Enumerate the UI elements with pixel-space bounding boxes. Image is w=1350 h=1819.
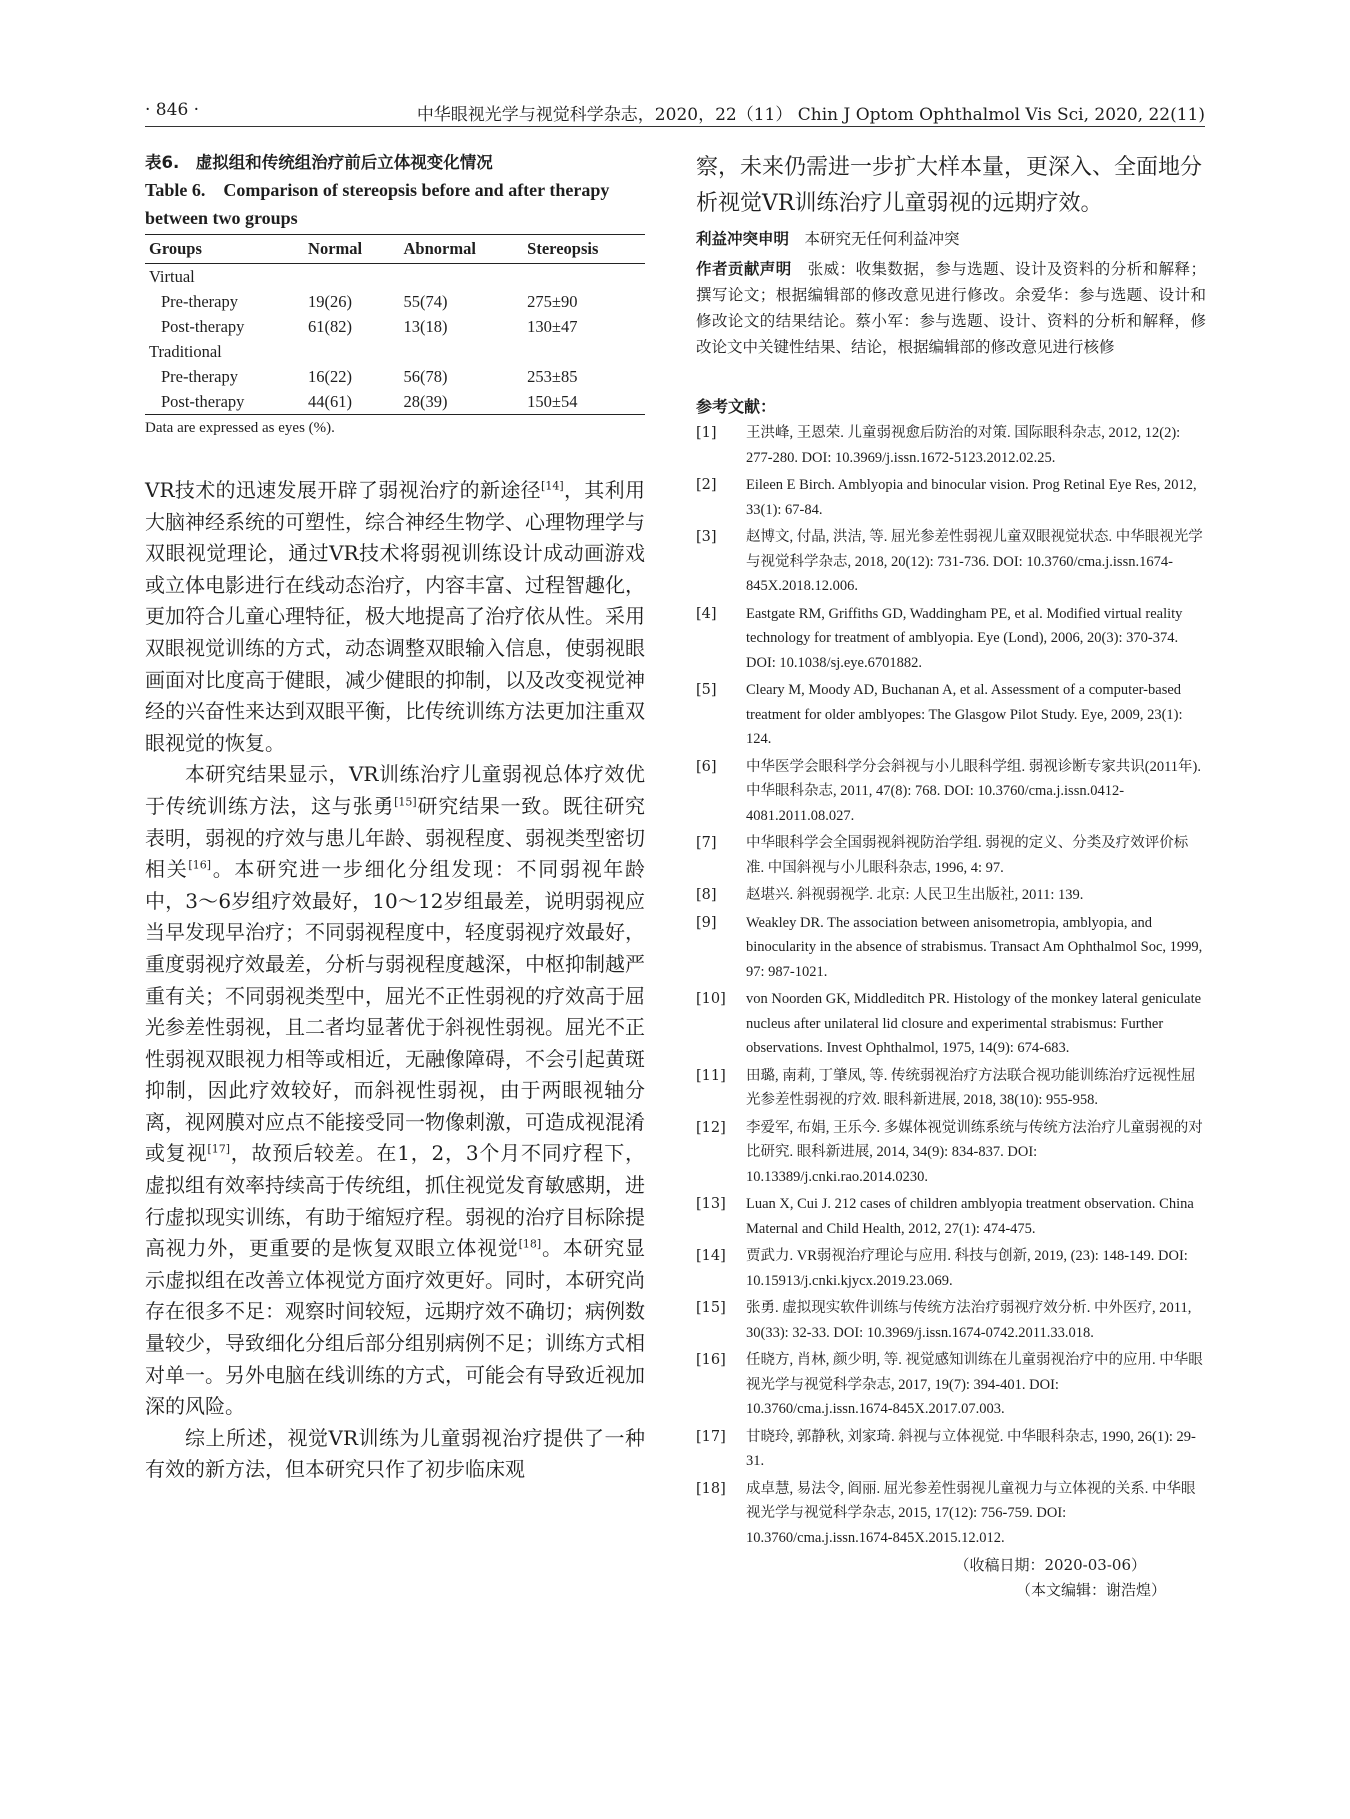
reference-text: 王洪峰, 王恩荣. 儿童弱视愈后防治的对策. 国际眼科杂志, 2012, 12(2): 277-280. DOI: 10.3969/j.issn.1672-5123.2012.02.25. — [746, 425, 1181, 466]
reference-number: [3] — [696, 529, 717, 545]
reference-text: 张勇. 虚拟现实软件训练与传统方法治疗弱视疗效分析. 中外医疗, 2011, 30(33): 32-33. DOI: 10.3969/j.issn.1674-0742.2011.33.018. — [746, 1300, 1192, 1341]
reference-item — [696, 755, 1206, 829]
table-caption-en: Table 6. Comparison of stereopsis before and after therapy between two groups — [145, 180, 610, 228]
reference-number: [4] — [696, 605, 717, 622]
reference-number: [9] — [696, 914, 717, 931]
table-row — [145, 289, 645, 314]
cell: 150±54 — [523, 389, 645, 415]
reference-text: Eileen E Birch. Amblyopia and binocular vision. Prog Retinal Eye Res, 2012, 33(1): 67-84. — [746, 477, 1197, 518]
paragraph: 综上所述，视觉VR训练为儿童弱视治疗提供了一种有效的新方法，但本研究只作了初步临床观 — [145, 1425, 645, 1482]
conflict-of-interest — [696, 226, 1206, 252]
paragraph-continued: 察，未来仍需进一步扩大样本量，更深入、全面地分析视觉VR训练治疗儿童弱视的远期疗效。 — [696, 155, 1203, 216]
cell: Pre-therapy — [161, 367, 238, 386]
reference-number: [1] — [696, 425, 717, 441]
reference-text: 李爱军, 布娟, 王乐今. 多媒体视觉训练系统与传统方法治疗儿童弱视的对比研究. 眼科新进展, 2014, 34(9): 834-837. DOI: 10.13389/j.cnki.rao.2014.0230. — [746, 1119, 1203, 1185]
citation: [14] — [541, 479, 564, 493]
paragraph — [145, 475, 645, 759]
reference-number: [10] — [696, 991, 726, 1007]
reference-number: [15] — [696, 1300, 726, 1316]
cell: Post-therapy — [161, 317, 245, 336]
contrib-label: 作者贡献声明 — [696, 260, 792, 278]
reference-number: [16] — [696, 1352, 726, 1368]
reference-item — [696, 883, 1206, 908]
reference-text: Weakley DR. The association between anisometropia, amblyopia, and binocularity in the absence of strabismus. Transact Am Ophthalmol Soc, 1999, 97: 987-1021. — [746, 914, 1203, 980]
running-header — [145, 100, 1205, 127]
editor-note: （本文编辑：谢浩煌） — [1015, 1581, 1166, 1599]
table-group-row — [145, 339, 645, 364]
cell: Post-therapy — [145, 389, 304, 415]
cell: 44(61) — [304, 389, 399, 415]
reference-item — [696, 1244, 1206, 1293]
paragraph — [145, 759, 645, 1422]
reference-item — [696, 678, 1206, 752]
reference-item — [696, 1477, 1206, 1551]
reference-text: Cleary M, Moody AD, Buchanan A, et al. Assessment of a computer-based treatment for older amblyopes: The Glasgow Pilot Study. Eye, 2009, 23(1): 124. — [746, 682, 1183, 747]
reference-item — [696, 602, 1206, 676]
reference-item — [696, 1064, 1206, 1113]
reference-text: 任晓方, 肖林, 颜少明, 等. 视觉感知训练在儿童弱视治疗中的应用. 中华眼视光学与视觉科学杂志, 2017, 19(7): 394-401. DOI: 10.3760/cma.j.issn.1674-845X.2017.07.003. — [746, 1352, 1203, 1417]
reference-number: [2] — [696, 477, 717, 493]
reference-item — [696, 1296, 1206, 1345]
table-row — [145, 389, 645, 415]
reference-text: 成卓慧, 易法令, 阎丽. 屈光参差性弱视儿童视力与立体视的关系. 中华眼视光学与视觉科学杂志, 2015, 17(12): 756-759. DOI: 10.3760/cma.j.issn.1674-845X.2015.12.012. — [746, 1480, 1196, 1546]
reference-text: 中华医学会眼科学分会斜视与小儿眼科学组. 弱视诊断专家共识(2011年). 中华眼科杂志, 2011, 47(8): 768. DOI: 10.3760/cma.j.issn.0412-4081.2011.08.027. — [746, 758, 1201, 824]
cell: 130±47 — [527, 317, 578, 336]
text-run: 。本研究显示虚拟组在改善立体视觉方面疗效更好。同时，本研究尚存在很多不足：观察时间较短，远期疗效不确切；病例数量较少，导致细化分组后部分组别病例不足；训练方式相对单一。另外电脑在线训练的方式，可能会有导致近视加深的风险。 — [145, 1236, 646, 1419]
citation: [18] — [518, 1237, 542, 1251]
reference-number: [12] — [696, 1119, 726, 1136]
reference-item — [696, 473, 1206, 522]
journal-title: 中华眼视光学与视觉科学杂志，2020，22（11） Chin J Optom Ophthalmol Vis Sci, 2020, 22(11) — [416, 105, 1205, 125]
left-column — [145, 150, 645, 1486]
table-header-row — [145, 235, 645, 264]
reference-item — [696, 1116, 1206, 1190]
reference-text: 赵堪兴. 斜视弱视学. 北京: 人民卫生出版社, 2011: 139. — [746, 887, 1084, 903]
cell: 16(22) — [308, 367, 353, 386]
col-abnormal: Abnormal — [400, 235, 524, 264]
reference-item — [696, 831, 1206, 880]
table-note: Data are expressed as eyes (%). — [145, 420, 335, 436]
cell: 253±85 — [527, 367, 578, 386]
cell: 28(39) — [400, 389, 524, 415]
reference-text: Eastgate RM, Griffiths GD, Waddingham PE, et al. Modified virtual reality technology for treatment of amblyopia. Eye (Lond), 2006, 20(3): 370-374. DOI: 10.1038/sj.eye.6701882. — [746, 605, 1183, 671]
coi-label: 利益冲突申明 — [696, 230, 790, 248]
reference-number: [11] — [696, 1067, 726, 1084]
references-title: 参考文献： — [696, 397, 777, 416]
page-number: · 846 · — [145, 100, 200, 120]
reference-number: [14] — [696, 1248, 726, 1264]
col-normal: Normal — [304, 235, 399, 264]
right-column — [696, 150, 1206, 1603]
text-run: 研究结果一致。既往研究表明，弱视的疗效与患儿年龄、弱视程度、弱视类型密切相关 — [145, 793, 646, 882]
col-groups: Groups — [145, 235, 304, 264]
cell: 55(74) — [403, 292, 448, 311]
reference-item — [696, 421, 1206, 470]
reference-item — [696, 1192, 1206, 1241]
table-row — [145, 364, 645, 389]
reference-text: von Noorden GK, Middleditch PR. Histology of the monkey lateral geniculate nucleus after unilateral lid closure and experimental strabismus: Further observations. Invest Ophthalmol, 1975, 14(9): 674-683. — [746, 991, 1202, 1056]
reference-item — [696, 987, 1206, 1061]
group-label: Traditional — [149, 342, 222, 361]
reference-text: Luan X, Cui J. 212 cases of children amblyopia treatment observation. China Maternal and Child Health, 2012, 27(1): 474-475. — [746, 1196, 1194, 1237]
citation: [15] — [394, 795, 417, 809]
reference-list — [696, 421, 1206, 1550]
text-run: ，其利用大脑神经系统的可塑性，综合神经生物学、心理物理学与双眼视觉理论，通过VR技术将弱视训练设计成动画游戏或立体电影进行在线动态治疗，内容丰富、过程智趣化，更加符合儿童心理特征，极大地提高了治疗依从性。采用双眼视觉训练的方式，动态调整双眼输入信息，使弱视眼画面对比度高于健眼，减少健眼的抑制，以及改变视觉神经的兴奋性来达到双眼平衡，比传统训练方法更加注重双眼视觉的恢复。 — [145, 478, 645, 755]
text-run: ，故预后较差。在1，2，3个月不同疗程下，虚拟组有效率持续高于传统组，抓住视觉发育敏感期，进行虚拟现实训练，有助于缩短疗程。弱视的治疗目标除提高视力外，更重要的是恢复双眼立体视觉 — [145, 1141, 645, 1261]
reference-number: [8] — [696, 887, 717, 903]
reference-number: [7] — [696, 835, 717, 851]
reference-item — [696, 1348, 1206, 1422]
cell: 61(82) — [308, 317, 353, 336]
reference-item — [696, 1425, 1206, 1474]
coi-text: 本研究无任何利益冲突 — [789, 230, 960, 248]
text-run: 本研究结果显示，VR训练治疗儿童弱视总体疗效优于传统训练方法，这与张勇 — [145, 762, 645, 818]
text-run: 。本研究进一步细化分组发现：不同弱视年龄中，3～6岁组疗效最好，10～12岁组最差，说明弱视应当早发现早治疗；不同弱视程度中，轻度弱视疗效最好，重度弱视疗效最差，分析与弱视程度越深，中枢抑制越严重有关；不同弱视类型中，屈光不正性弱视的疗效高于屈光参差性弱视，且二者均显著优于斜视性弱视。屈光不正性弱视双眼视力相等或相近，无融像障碍，不会引起黄斑抑制，因此疗效较好，而斜视性弱视，由于两眼视轴分离，视网膜对应点不能接受同一物像刺激，可造成视混淆或复视 — [145, 857, 646, 1166]
col-stereopsis: Stereopsis — [523, 235, 645, 264]
author-contributions — [696, 256, 1206, 360]
contrib-text: 张威：收集数据，参与选题、设计及资料的分析和解释；撰写论文；根据编辑部的修改意见进行修改。余爱华：参与选题、设计和修改论文的结果结论。蔡小军：参与选题、设计、资料的分析和解释，修改论文中关键性结果、结论，根据编辑部的修改意见进行核修 — [696, 260, 1206, 356]
reference-item — [696, 911, 1206, 985]
reference-number: [17] — [696, 1428, 726, 1445]
reference-text: 贾武力. VR弱视治疗理论与应用. 科技与创新, 2019, (23): 148-149. DOI: 10.15913/j.cnki.kjycx.2019.23.069. — [746, 1248, 1188, 1289]
citation: [17] — [207, 1142, 230, 1156]
cell: 56(78) — [403, 367, 448, 386]
cell: Pre-therapy — [161, 292, 238, 311]
citation: [16] — [188, 858, 211, 872]
reference-text: 赵博文, 付晶, 洪洁, 等. 屈光参差性弱视儿童双眼视觉状态. 中华眼视光学与视觉科学杂志, 2018, 20(12): 731-736. DOI: 10.3760/cma.j.issn.1674-845X.2018.12.006. — [746, 529, 1203, 594]
cell: 19(26) — [308, 292, 353, 311]
cell: 275±90 — [527, 292, 578, 311]
table-row — [145, 314, 645, 339]
reference-text: 中华眼科学会全国弱视斜视防治学组. 弱视的定义、分类及疗效评价标准. 中国斜视与小儿眼科杂志, 1996, 4: 97. — [746, 835, 1189, 876]
reference-number: [18] — [696, 1480, 726, 1497]
group-label: Virtual — [149, 267, 195, 286]
reference-text: 甘晓玲, 郭静秋, 刘家琦. 斜视与立体视觉. 中华眼科杂志, 1990, 26(1): 29-31. — [746, 1428, 1196, 1469]
reference-text: 田璐, 南莉, 丁肇凤, 等. 传统弱视治疗方法联合视功能训练治疗远视性屈光参差性弱视的疗效. 眼科新进展, 2018, 38(10): 955-958. — [746, 1067, 1196, 1108]
reference-number: [13] — [696, 1196, 726, 1212]
text-run: VR技术的迅速发展开辟了弱视治疗的新途径 — [145, 478, 542, 502]
reference-number: [6] — [696, 758, 717, 775]
stereopsis-table — [145, 234, 645, 415]
reference-item — [696, 525, 1206, 599]
reference-number: [5] — [696, 682, 717, 698]
cell: 13(18) — [403, 317, 448, 336]
body-text-left — [145, 475, 645, 1486]
table-group-row — [145, 264, 645, 290]
table-caption-cn: 表6. 虚拟组和传统组治疗前后立体视变化情况 — [145, 153, 493, 172]
received-date: （收稿日期：2020-03-06） — [954, 1556, 1146, 1574]
